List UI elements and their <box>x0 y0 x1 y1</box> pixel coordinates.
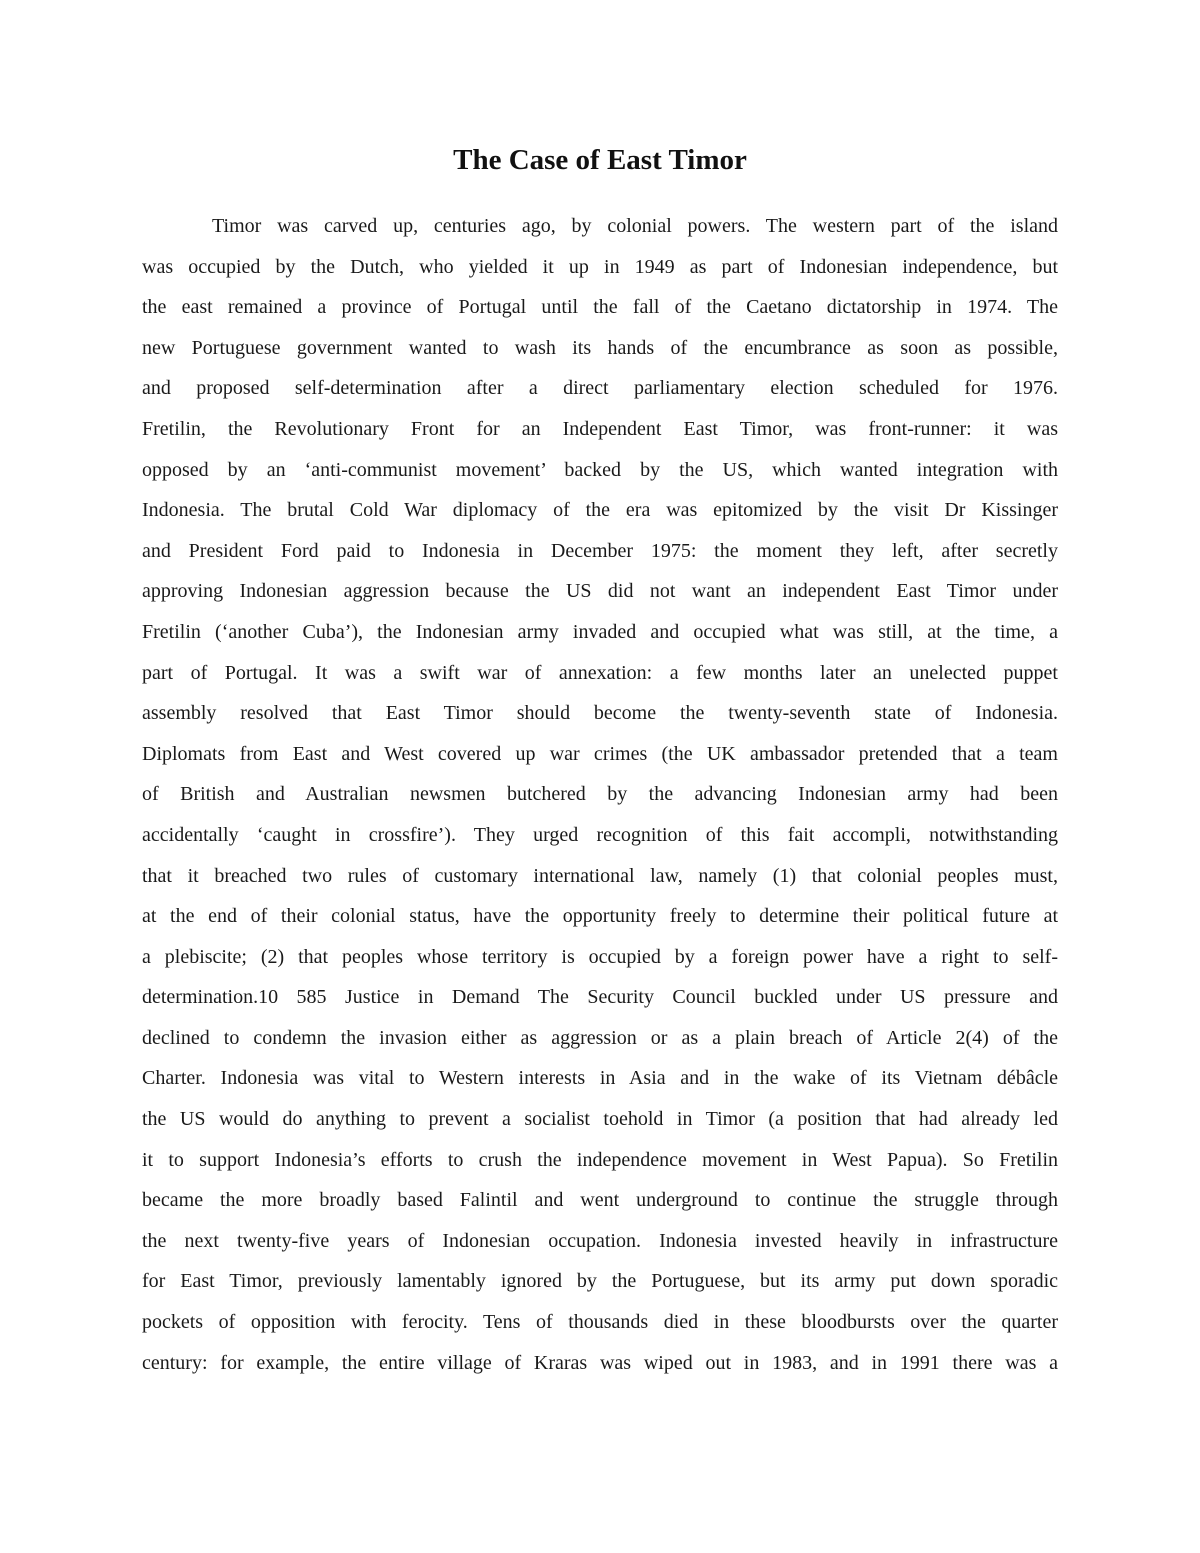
text-line: the east remained a province of Portugal until the fall of the Caetano dictatorship in 1974. The <box>142 296 1058 319</box>
text-line: Fretilin, the Revolutionary Front for an Independent East Timor, was front-runner: it was <box>142 417 1058 440</box>
text-line: and President Ford paid to Indonesia in December 1975: the moment they left, after secretly <box>142 539 1058 562</box>
text-line: for East Timor, previously lamentably ignored by the Portuguese, but its army put down sporadic <box>142 1270 1058 1293</box>
text-line: pockets of opposition with ferocity. Tens of thousands died in these bloodbursts over the quarter <box>142 1311 1058 1334</box>
body-paragraph <box>142 206 1058 1383</box>
text-line: determination.10 585 Justice in Demand The Security Council buckled under US pressure and <box>142 986 1058 1009</box>
text-line: and proposed self-determination after a direct parliamentary election scheduled for 1976. <box>142 377 1058 400</box>
text-line: of British and Australian newsmen butchered by the advancing Indonesian army had been <box>142 783 1058 806</box>
text-line: new Portuguese government wanted to wash its hands of the encumbrance as soon as possible, <box>142 336 1058 359</box>
text-line: declined to condemn the invasion either as aggression or as a plain breach of Article 2(4) of the <box>142 1026 1058 1049</box>
text-line: Timor was carved up, centuries ago, by colonial powers. The western part of the island <box>212 215 1058 237</box>
text-line: assembly resolved that East Timor should become the twenty-seventh state of Indonesia. <box>142 702 1058 725</box>
text-line: century: for example, the entire village of Kraras was wiped out in 1983, and in 1991 there was a <box>142 1351 1058 1374</box>
text-line: Charter. Indonesia was vital to Western interests in Asia and in the wake of its Vietnam débâcle <box>142 1067 1058 1090</box>
text-line: was occupied by the Dutch, who yielded it up in 1949 as part of Indonesian independence, but <box>142 255 1058 278</box>
text-line: became the more broadly based Falintil and went underground to continue the struggle through <box>142 1189 1058 1212</box>
text-line: approving Indonesian aggression because the US did not want an independent East Timor under <box>142 580 1058 603</box>
text-line: a plebiscite; (2) that peoples whose territory is occupied by a foreign power have a right to self- <box>142 945 1058 968</box>
text-line: accidentally ‘caught in crossfire’). They urged recognition of this fait accompli, notwithstanding <box>142 823 1058 846</box>
text-line: Diplomats from East and West covered up war crimes (the UK ambassador pretended that a team <box>142 742 1058 765</box>
text-line: that it breached two rules of customary international law, namely (1) that colonial peoples must, <box>142 864 1058 887</box>
text-line: Indonesia. The brutal Cold War diplomacy of the era was epitomized by the visit Dr Kissinger <box>142 499 1058 522</box>
text-line: Fretilin (‘another Cuba’), the Indonesian army invaded and occupied what was still, at the time, a <box>142 620 1058 643</box>
text-line: the next twenty-five years of Indonesian occupation. Indonesia invested heavily in infrastructure <box>142 1229 1058 1252</box>
text-line: at the end of their colonial status, have the opportunity freely to determine their political future at <box>142 905 1058 928</box>
page-title: The Case of East Timor <box>453 144 747 176</box>
text-line: opposed by an ‘anti-communist movement’ backed by the US, which wanted integration with <box>142 458 1058 481</box>
text-line: the US would do anything to prevent a socialist toehold in Timor (a position that had already led <box>142 1108 1058 1131</box>
text-line: part of Portugal. It was a swift war of annexation: a few months later an unelected puppet <box>142 661 1058 684</box>
text-line: it to support Indonesia’s efforts to crush the independence movement in West Papua). So Fretilin <box>142 1148 1058 1171</box>
